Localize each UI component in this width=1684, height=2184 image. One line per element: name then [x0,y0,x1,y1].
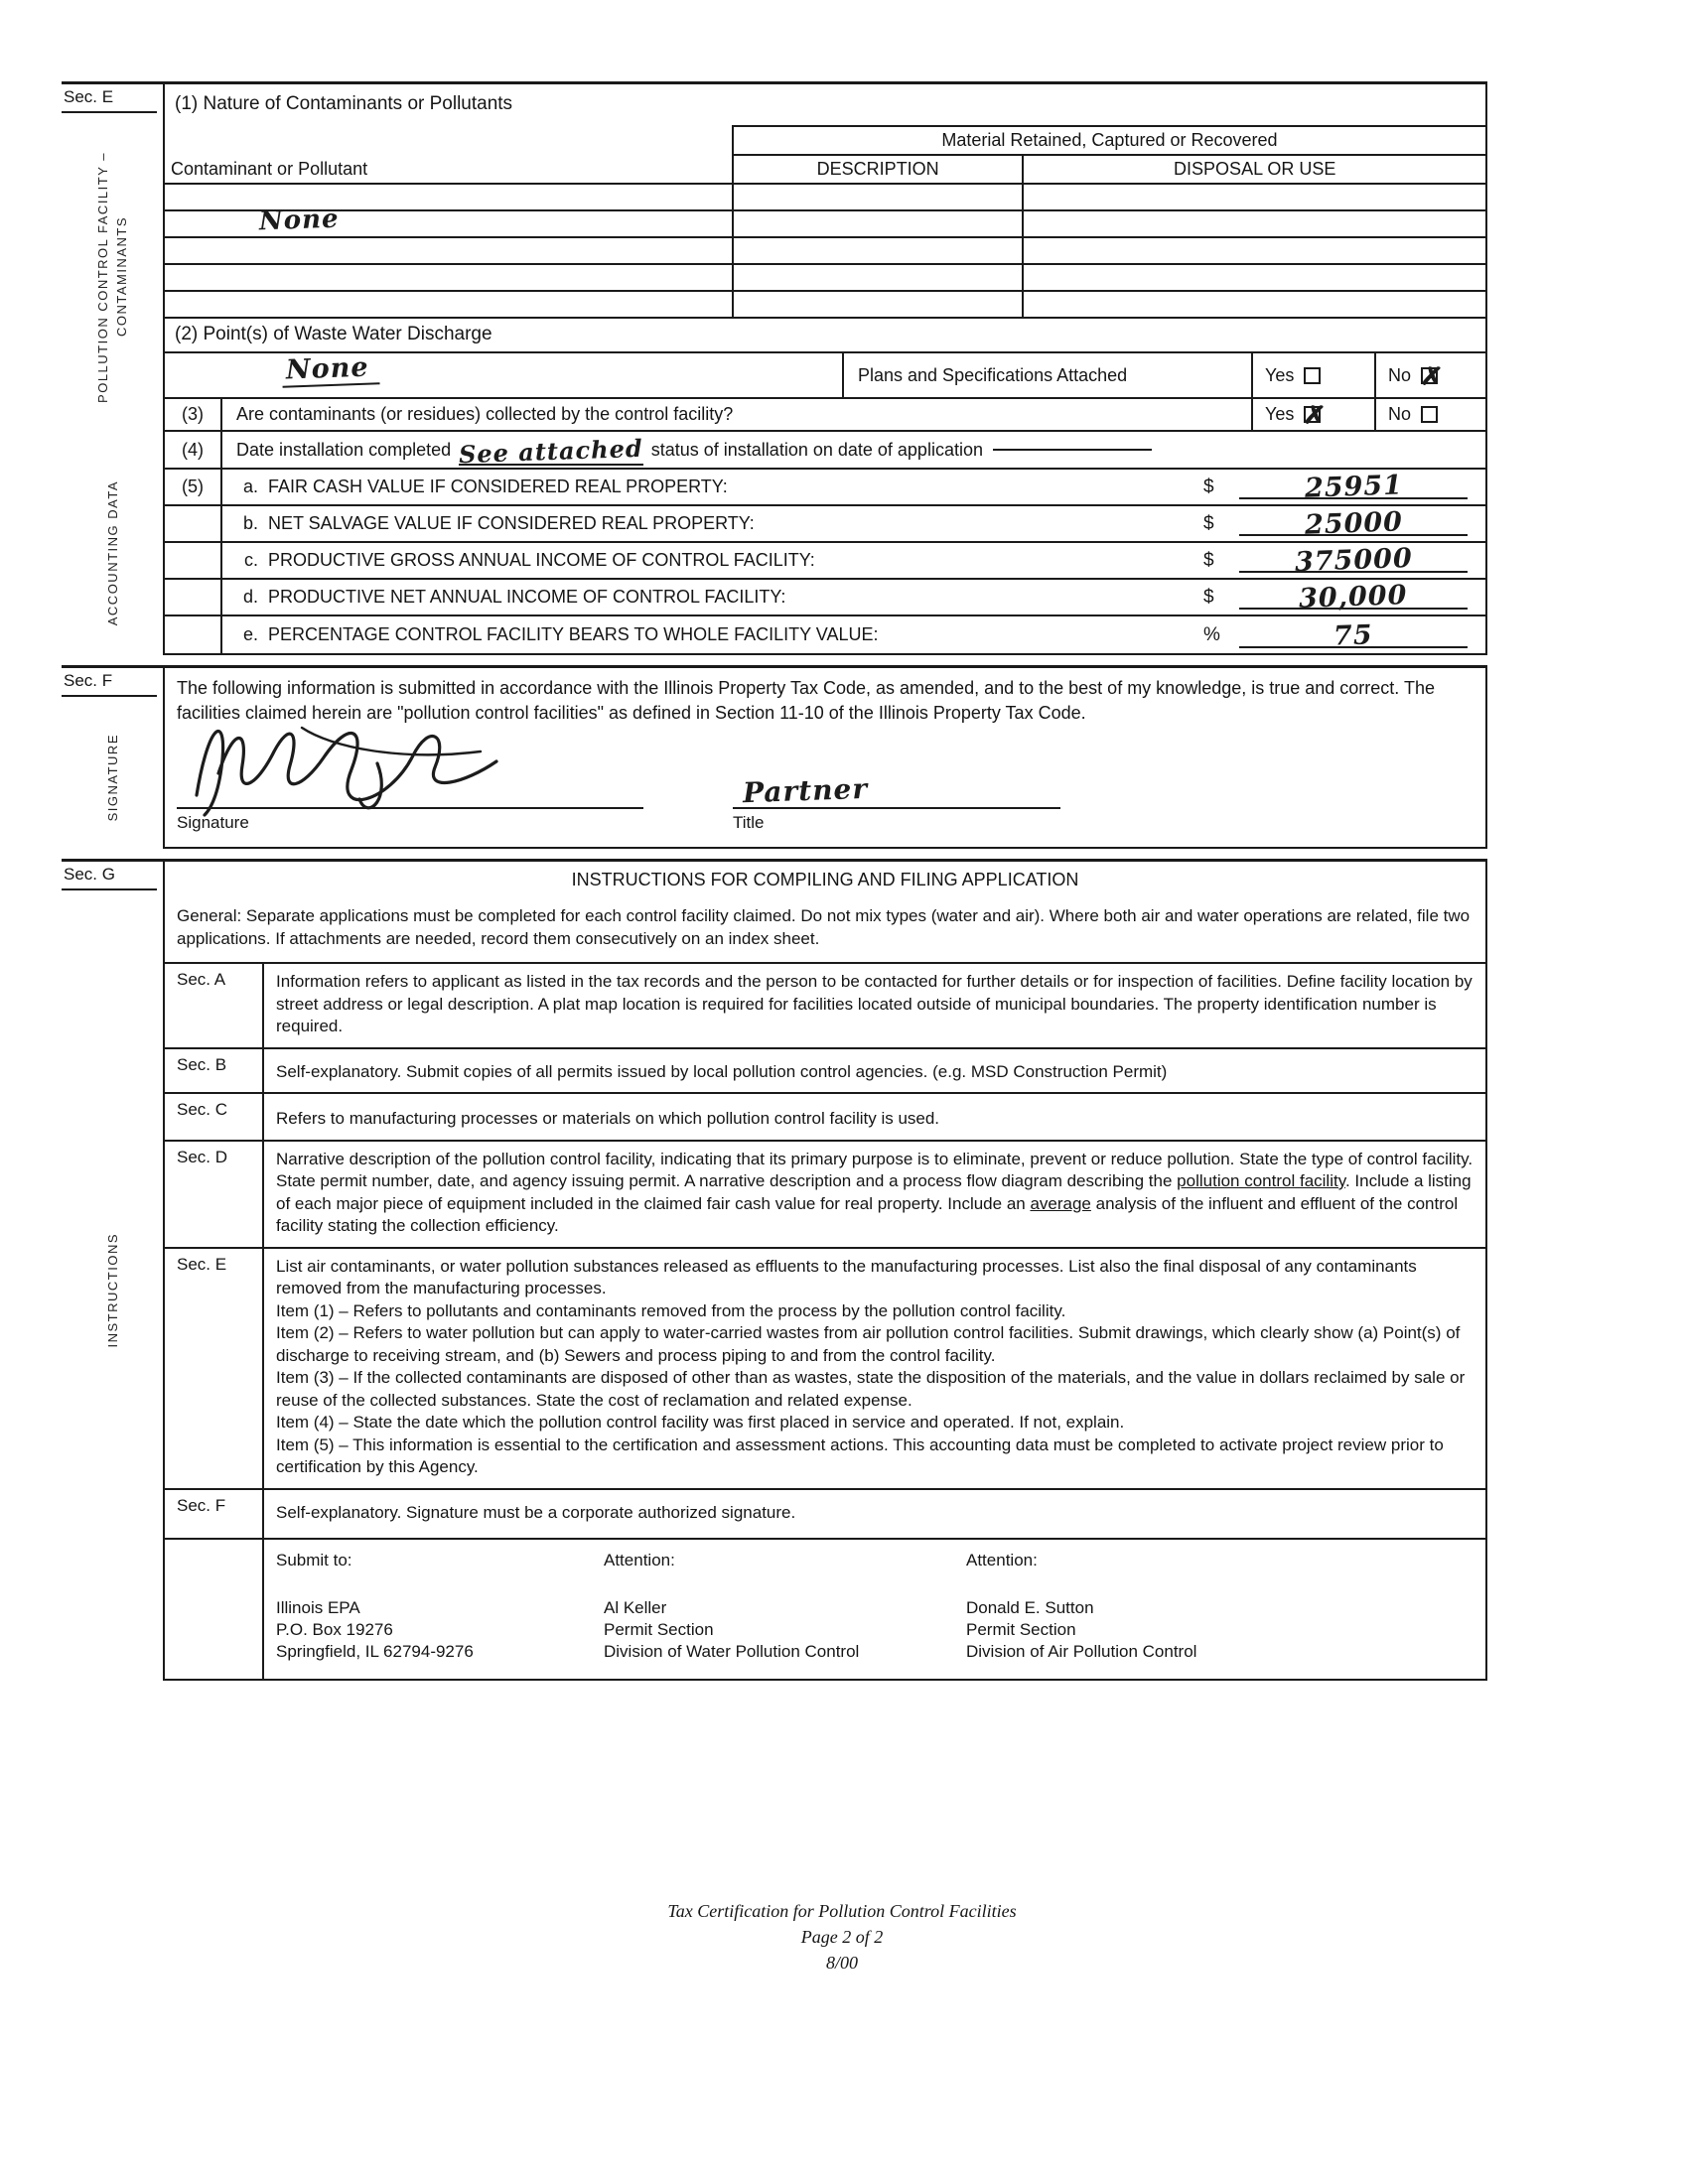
col-header-disposal: DISPOSAL OR USE [1023,155,1485,184]
item5-number-spacer [165,543,222,578]
handwritten-see-attached: See attached [458,433,644,469]
instruction-line: Item (4) – State the date which the pollution control facility was first placed in service and operated. If not, explain. [276,1413,1125,1432]
table-cell[interactable] [1023,210,1485,237]
item5-row-e [165,616,1485,653]
item3-no-option[interactable] [1374,399,1485,430]
item5d-unit: $ [1203,586,1214,608]
item5d-label: PRODUCTIVE NET ANNUAL INCOME OF CONTROL FACILITY: [268,587,786,607]
section-e-gutter [62,84,163,665]
item3-row [165,399,1485,432]
submit-to-header: Submit to: [276,1551,352,1570]
item1-title: (1) Nature of Contaminants or Pollutants [175,93,513,114]
table-cell[interactable] [165,264,733,291]
instruction-line: List air contaminants, or water pollution substances released as effluents to the manufacturing processes. List also the final disposal of any contaminants removed from the manufacturing processes. [276,1256,1417,1297]
yes-label: Yes [1265,364,1295,385]
table-row [165,237,1485,264]
table-cell[interactable] [165,237,733,264]
table-cell[interactable] [1023,264,1485,291]
vertical-label-signature: SIGNATURE [104,734,120,822]
section-f-content [163,668,1487,849]
no-label: No [1388,404,1412,424]
item3-yes-option[interactable] [1251,399,1374,430]
instruction-label-sec-d: Sec. D [165,1142,264,1247]
instruction-row-sec-a [165,962,1485,1047]
page-footer [0,1898,1684,1976]
item5c-letter: c. [243,550,258,570]
col-header-description: DESCRIPTION [733,155,1024,184]
section-g-content [163,862,1487,1681]
plans-yes-checkbox[interactable] [1304,367,1321,384]
item4-number: (4) [165,432,222,468]
instruction-label-sec-b: Sec. B [165,1049,264,1093]
instructions-general: General: Separate applications must be completed for each control facility claimed. Do not mix types (water and air). Where both air and water operations are related, file two applications. If attachments are needed, record them consecutively on an index sheet. [177,906,1471,948]
instruction-row-sec-b [165,1047,1485,1093]
attention-header: Attention: [604,1551,675,1570]
item5-row-c [165,543,1485,580]
vertical-label-instructions: INSTRUCTIONS [104,1233,120,1348]
section-f-vertical [62,697,163,859]
table-row [165,264,1485,291]
instruction-text-sec-e [264,1249,1485,1488]
instruction-text-sec-f: Self-explanatory. Signature must be a corporate authorized signature. [276,1502,796,1522]
table-spacer-cell [165,126,733,155]
instruction-label-sec-c: Sec. C [165,1094,264,1140]
submit-to-line: Springfield, IL 62794-9276 [276,1642,474,1661]
underlined-text-segment: pollution control facility [1177,1171,1345,1190]
item5-number-spacer [165,580,222,614]
item5c-value-field[interactable] [1239,543,1468,578]
item5-row-b [165,506,1485,543]
discharge-answer-area[interactable] [165,353,842,397]
instruction-row-sec-d [165,1140,1485,1247]
table-row [165,291,1485,318]
group-header: Material Retained, Captured or Recovered [733,126,1485,155]
item5-number-spacer [165,506,222,541]
underlined-text-segment: average [1030,1193,1091,1213]
vertical-label-contaminants: CONTAMINANTS [114,216,129,338]
submit-block [264,1540,1485,1679]
submit-row [165,1538,1485,1679]
item5e-unit: % [1203,623,1220,645]
instruction-line: Item (3) – If the collected contaminants are disposed of other than as wastes, state the disposition of the materials, and the value in dollars reclaimed by sale or reuse of the collected substances. State the cost of reclamation and related expense. [276,1368,1466,1410]
attention-line: Division of Water Pollution Control [604,1642,860,1661]
instruction-row-sec-e [165,1247,1485,1488]
footer-page-number: Page 2 of 2 [800,1927,884,1947]
footer-title: Tax Certification for Pollution Control Facilities [667,1901,1017,1921]
item5e-value-field[interactable] [1239,616,1468,653]
handwritten-none-discharge: None [281,351,379,387]
handwritten-value-e: 75 [1333,619,1374,652]
item5b-unit: $ [1203,512,1214,534]
table-cell[interactable] [733,184,1024,210]
instruction-line: Item (2) – Refers to water pollution but can apply to water-carried wastes from air pollution control facilities. Submit drawings, which clearly show (a) Point(s) of discharge to receiving stream, and (b) Sewers and process piping to and from the control facility. [276,1323,1461,1365]
handwritten-none-contaminant: None [258,204,341,237]
instructions-title: INSTRUCTIONS FOR COMPILING AND FILING APPLICATION [571,870,1079,889]
title-caption: Title [733,813,765,832]
col-header-contaminant: Contaminant or Pollutant [165,155,733,184]
section-g-vertical [62,890,163,1691]
table-cell[interactable] [165,184,733,210]
table-cell[interactable] [1023,237,1485,264]
attention-water-column [604,1550,966,1663]
instruction-line: Item (1) – Refers to pollutants and contaminants removed from the process by the pollution control facility. [276,1300,1066,1320]
text-segment: Narrative description of the pollution control facility, indicating that its primary purpose is to eliminate, prevent or reduce pollution. State the type of control facility. State permit number, date, and agency issuing permit. A narrative description and a process flow diagram describing the [276,1149,1474,1190]
form-page [62,81,1487,1691]
item4-after-text: status of installation on date of application [650,439,983,460]
submit-to-line: P.O. Box 19276 [276,1620,393,1639]
section-g [62,859,1487,1691]
section-e-label: Sec. E [62,84,157,113]
signature-scrawl [183,704,610,823]
item5a-value-field[interactable] [1239,470,1468,504]
item5e-letter: e. [242,624,258,644]
submit-to-column [276,1550,604,1663]
item5c-unit: $ [1203,549,1214,571]
signature-column [177,734,643,833]
submit-to-line: Illinois EPA [276,1598,360,1617]
item5-number: (5) [165,470,222,504]
status-of-installation-field[interactable] [993,449,1152,451]
plans-no-option[interactable] [1374,353,1485,397]
instruction-text-sec-d [264,1142,1485,1247]
attention-line: Al Keller [604,1598,667,1617]
certification-statement: The following information is submitted in accordance with the Illinois Property Tax Code, as amended, and to the best of my knowledge, is true and correct. The facilities claimed herein are "pollution control facilities" as defined in Section 11-10 of the Illinois Property Tax Code. [177,678,1436,723]
item4-text [222,432,1485,468]
item5c-label: PRODUCTIVE GROSS ANNUAL INCOME OF CONTROL FACILITY: [268,550,815,570]
item5a-letter: a. [242,477,258,496]
instruction-row-sec-c [165,1092,1485,1140]
instruction-text-sec-b: Self-explanatory. Submit copies of all permits issued by local pollution control agencies. (e.g. MSD Construction Permit) [276,1061,1168,1081]
section-f [62,665,1487,859]
instruction-line: Item (5) – This information is essential to the certification and assessment actions. This accounting data must be completed to activate project review prior to certification by this Agency. [276,1434,1444,1476]
attention-line: Permit Section [966,1620,1076,1639]
item5d-value-field[interactable] [1239,580,1468,614]
item5d-letter: d. [242,587,258,607]
vertical-label-pollution-control: POLLUTION CONTROL FACILITY – [95,151,110,403]
item5b-letter: b. [242,513,258,533]
no-label: No [1388,364,1412,385]
date-completed-field[interactable] [458,433,644,469]
plans-row [165,353,1485,399]
instruction-row-sec-f [165,1488,1485,1539]
item4-before-text: Date installation completed [236,439,452,460]
table-cell[interactable] [733,291,1024,318]
item5a-unit: $ [1203,476,1214,497]
item5-number-spacer [165,616,222,653]
instruction-text-sec-a: Information refers to applicant as listed in the tax records and the person to be contacted for further details or for inspection of facilities. Define facility location by street address or legal description. A plat map location is required for facilities located outside of municipal boundaries. The property identification number is required. [276,972,1473,1035]
table-cell[interactable] [733,210,1024,237]
section-f-label: Sec. F [62,668,157,697]
item4-row [165,432,1485,470]
footer-date: 8/00 [825,1953,858,1973]
contaminants-table [165,125,1485,319]
section-g-gutter [62,862,163,1691]
vertical-label-accounting-data: ACCOUNTING DATA [104,479,120,626]
section-e [62,81,1487,665]
instruction-label-sec-e: Sec. E [165,1249,264,1488]
item3-no-checkbox[interactable] [1421,406,1438,423]
table-cell[interactable] [165,291,733,318]
attention-header: Attention: [966,1551,1038,1570]
section-e-vertical-bottom [62,441,163,665]
table-cell[interactable] [1023,184,1485,210]
section-f-gutter [62,668,163,859]
text-segment: . Include a listing of each major piece of equipment included in the claimed fair cash value for real property. Include an [276,1171,1472,1213]
item5-row-a [165,470,1485,506]
handwritten-value-b: 25000 [1304,506,1403,541]
instruction-label-sec-f: Sec. F [165,1490,264,1539]
instruction-text-sec-c: Refers to manufacturing processes or materials on which pollution control facility is used. [276,1109,940,1128]
signature-caption: Signature [177,813,249,832]
attention-line: Permit Section [604,1620,714,1639]
item2-title: (2) Point(s) of Waste Water Discharge [165,319,1485,353]
handwritten-value-d: 30,000 [1298,580,1409,614]
attention-line: Donald E. Sutton [966,1598,1094,1617]
table-row [165,184,1485,210]
plans-yes-option[interactable] [1251,353,1374,397]
signature-area [165,728,1485,847]
submit-label-spacer [165,1540,264,1679]
handwritten-value-a: 25951 [1304,470,1403,504]
table-row [165,210,1485,237]
item5b-value-field[interactable] [1239,506,1468,541]
yes-label: Yes [1265,404,1295,424]
table-cell[interactable] [165,204,733,237]
title-column [733,734,1060,833]
item3-yes-checkbox-checked[interactable] [1304,406,1321,423]
item5b-label: NET SALVAGE VALUE IF CONSIDERED REAL PROPERTY: [268,513,755,533]
handwritten-title-partner: Partner [742,771,869,810]
plans-no-checkbox-checked[interactable] [1421,367,1438,384]
instruction-label-sec-a: Sec. A [165,964,264,1047]
handwritten-value-c: 375000 [1294,542,1413,579]
table-cell[interactable] [733,237,1024,264]
item5-row-d [165,580,1485,616]
table-cell[interactable] [733,264,1024,291]
item3-number: (3) [165,399,222,430]
section-e-content [163,84,1487,655]
item5e-label: PERCENTAGE CONTROL FACILITY BEARS TO WHOLE FACILITY VALUE: [268,624,879,644]
text-segment: analysis of the influent and effluent of the control facility stating the collection efficiency. [276,1193,1459,1235]
item5a-label: FAIR CASH VALUE IF CONSIDERED REAL PROPERTY: [268,477,728,496]
attention-line: Division of Air Pollution Control [966,1642,1197,1661]
attention-air-column [966,1550,1474,1663]
table-cell[interactable] [1023,291,1485,318]
item3-question: Are contaminants (or residues) collected by the control facility? [236,404,734,424]
section-g-label: Sec. G [62,862,157,890]
section-e-vertical-top [62,113,163,441]
plans-attached-label: Plans and Specifications Attached [842,353,1251,397]
